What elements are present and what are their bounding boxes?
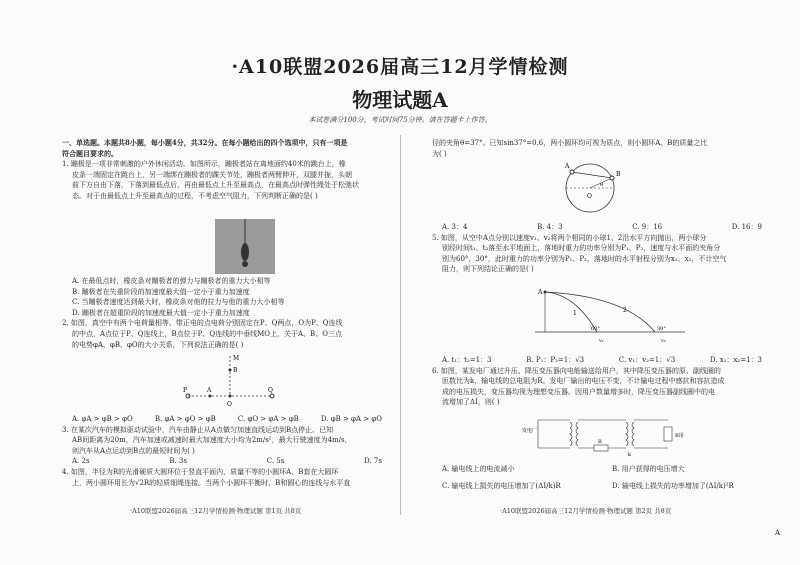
q1-option-d: D. 蹦极者在超重阶段的加速度最大值一定小于重力加速度 bbox=[72, 308, 250, 317]
section-heading: 一、单选题。本题共8小题，每小题4分，共32分。在每小题给出的四个选项中，只有一项是 bbox=[62, 138, 348, 147]
q3-option-d: D. 7s bbox=[364, 457, 382, 466]
q2-option-b: B. φA > φO > φB bbox=[154, 415, 216, 423]
exam-note: 本试卷满分100分，考试时间75分钟。请在答题卡上作答。 bbox=[308, 116, 492, 124]
q3-text: 则汽车从A点运动到B点的最短时间为( ) bbox=[72, 446, 195, 455]
q4-text-cont: 为( ) bbox=[432, 149, 447, 158]
q5-option-d: D. x₁：x₂=1：3 bbox=[709, 356, 762, 364]
q4-q5-block bbox=[432, 222, 762, 275]
label-A: A bbox=[565, 163, 570, 170]
q5-figure bbox=[535, 282, 695, 352]
corner-mark: A bbox=[775, 529, 781, 537]
q5-text: 别经时间t₁、t₂落至水平地面上，落地时重力的功率分别为P₁、P₂，速度与水平面的夹角分 bbox=[442, 244, 721, 253]
q2-text: 2. 如图，真空中有两个电荷量相等、带正电的点电荷分别固定在P、Q两点，O为P、Q连线 bbox=[62, 319, 343, 328]
label-v2: v₂ bbox=[661, 338, 666, 344]
q4-option-c: C. 9：16 bbox=[632, 223, 663, 231]
label-ball-2: 2 bbox=[623, 307, 627, 314]
q3-option-c: C. 5s bbox=[266, 457, 285, 466]
q4-text: 4. 如图，半径为R的光滑硬质大圆环位于竖直平面内，质量不等的小圆环A、B套在大圆环 bbox=[62, 467, 339, 476]
q2-figure bbox=[180, 352, 280, 412]
q3-text: 3. 在某次汽车的模拟驱动试验中，汽车由静止从A点做匀加速直线运动到B点停止。已知 bbox=[62, 425, 334, 434]
q5-text: 5. 如图，从空中A点分别以速度v₁、v₂将两个相同的小球1、2沿水平方向抛出，两小球分 bbox=[432, 233, 707, 242]
q1-text: 态。对于由最低点上升至最高点的过程，不考虑空气阻力，下列判断正确的是( ) bbox=[72, 191, 318, 200]
label-v1: v₁ bbox=[599, 338, 604, 344]
q6-text: 匝数比为k，输电线的总电阻为R。发电厂输出的电压不变，不计输电过程中感抗和容抗造成 bbox=[442, 377, 725, 386]
q6-option-b: B. 用户获得的电压增大 bbox=[612, 465, 685, 473]
q5-option-a: A. t₁：t₂=1：3 bbox=[442, 356, 492, 364]
label-angle-30: 30° bbox=[657, 326, 666, 332]
q3-text: AB间距离为20m，汽车加速或减速时最大加速度大小均为2m/s²，最大行驶速度为4m/s， bbox=[72, 436, 352, 445]
q2-option-d: D. φB > φA > φO bbox=[320, 415, 382, 423]
label-A: A bbox=[207, 387, 212, 394]
label-ball-1: 1 bbox=[573, 310, 577, 317]
q4-text: 上，两小圆环用长为√2R的轻质细绳连接。当两个小圆环平衡时，B和圆心的连线与水平直 bbox=[72, 478, 351, 487]
bungee-photo bbox=[215, 219, 275, 274]
label-A: A bbox=[538, 289, 543, 296]
q5-options bbox=[432, 355, 762, 366]
label-O: O bbox=[587, 193, 592, 200]
exam-subject: 物理试题A bbox=[352, 88, 448, 112]
q6-text: 成的电压损失，变压器均视为理想变压器。因用户数量增多时，降压变压器副线圈中的电 bbox=[442, 387, 715, 396]
q2-option-c: C. φO > φA > φB bbox=[237, 415, 299, 423]
q1-option-c: C. 当蹦极者速度达到最大时，橡皮条对他的拉力与他的重力大小相等 bbox=[72, 298, 285, 307]
q6-option-d: D. 输电线上损失的功率增加了(ΔI/k)²R bbox=[612, 481, 734, 490]
label-k: k bbox=[628, 452, 632, 458]
q6-options bbox=[432, 464, 762, 491]
footer-right: ·A10联盟2026届高三12月学情检测·物理试题 第2页 共8页 bbox=[500, 507, 672, 515]
exam-title: ·A10联盟2026届高三12月学情检测 bbox=[231, 56, 569, 78]
q3-options bbox=[62, 456, 382, 467]
q6-options-row2 bbox=[432, 481, 762, 492]
q6-text: 6. 如图，某发电厂通过升压、降压变压器向电能输送给用户，其中降压变压器的原、副线圈的 bbox=[432, 366, 721, 375]
right-column-top bbox=[432, 138, 762, 159]
label-B: B bbox=[616, 171, 621, 178]
q1-options bbox=[62, 276, 382, 350]
q5-text: 阻力，则下列结论正确的是( ) bbox=[442, 265, 534, 274]
q4-text-cont: 径的夹角θ=37°。已知sin37°=0.6，两小圆环均可视为质点，则小圆环A、B的质量之比 bbox=[432, 139, 708, 147]
q2-text: 的电势φA、φB、φO的大小关系，下列说法正确的是( ) bbox=[72, 340, 244, 349]
label-M: M bbox=[233, 355, 240, 362]
q4-options bbox=[432, 222, 762, 233]
q4-option-d: D. 16：9 bbox=[731, 223, 762, 231]
label-P: P bbox=[183, 387, 188, 394]
q5-option-b: B. P₁：P₂=1：√3 bbox=[526, 356, 585, 364]
q2-option-a: A. φA > φB > φO bbox=[72, 415, 133, 423]
q6-option-a: A. 输电线上的电流减小 bbox=[442, 465, 515, 473]
q6-options-row1 bbox=[432, 464, 762, 475]
label-Ruser: R用 bbox=[675, 433, 684, 439]
q1-option-a: A. 在最低点时，橡皮条对蹦极者的弹力与蹦极者的重力大小相等 bbox=[72, 277, 271, 285]
label-R: R bbox=[598, 439, 602, 445]
q2-q4-block bbox=[62, 414, 382, 488]
label-B: B bbox=[233, 367, 238, 374]
q1-text: 1. 蹦极是一项非常刺激的户外休闲活动。如图所示，蹦极者站在离地面约40米的跳台上，橡 bbox=[62, 160, 346, 169]
bungee-figure bbox=[215, 219, 275, 274]
q6-text: 流增加了ΔI，则( ) bbox=[442, 398, 500, 407]
q5-option-c: C. v₁：v₂=1：√3 bbox=[618, 356, 676, 364]
section-heading-cont: 符合题目要求的。 bbox=[62, 148, 118, 158]
footer-left: ·A10联盟2026届高三12月学情检测·物理试题 第1页 共8页 bbox=[130, 507, 302, 515]
q4-figure bbox=[550, 158, 630, 220]
q3-option-a: A. 2s bbox=[72, 457, 90, 466]
q6-option-c: C. 输电线上损失的电压增加了(ΔI/k)R bbox=[442, 481, 561, 490]
q1-text: 前下方自由下落，下落到最低点后，再由最低点上升至最高点，在最高点时弹性绳处于松弛状 bbox=[72, 181, 359, 190]
q5-q6-block bbox=[432, 355, 762, 408]
q4-option-b: B. 4：3 bbox=[537, 223, 563, 231]
q1-option-b: B. 蹦极者在失重阶段的加速度最大值一定小于重力加速度 bbox=[72, 287, 250, 296]
label-angle-60: 60° bbox=[591, 326, 600, 332]
label-generator: 发电厂 bbox=[522, 428, 538, 434]
column-divider bbox=[400, 135, 401, 515]
q2-text: 的中点，A点位于P、Q连线上，B点位于P、Q连线的中垂线MO上，关于A、B、O三点 bbox=[72, 329, 342, 338]
label-theta: θ bbox=[600, 182, 604, 188]
label-O: O bbox=[227, 401, 232, 408]
q3-option-b: B. 3s bbox=[169, 457, 187, 466]
q6-figure bbox=[518, 410, 698, 460]
q1-text: 皮条一端固定在跳台上，另一端绑在蹦极者的踝关节处，蹦极者两臂伸开，双腿并拢，头朝 bbox=[72, 170, 352, 179]
left-column bbox=[62, 138, 382, 202]
q4-option-a: A. 3：4 bbox=[442, 223, 468, 231]
label-Q: Q bbox=[268, 387, 273, 394]
q2-options bbox=[62, 414, 382, 425]
q5-text: 别为60°、30°，此时重力的功率分别为P₁、P₂，落地时的水平射程分别为x₁、x₂，不计空气 bbox=[442, 254, 727, 263]
